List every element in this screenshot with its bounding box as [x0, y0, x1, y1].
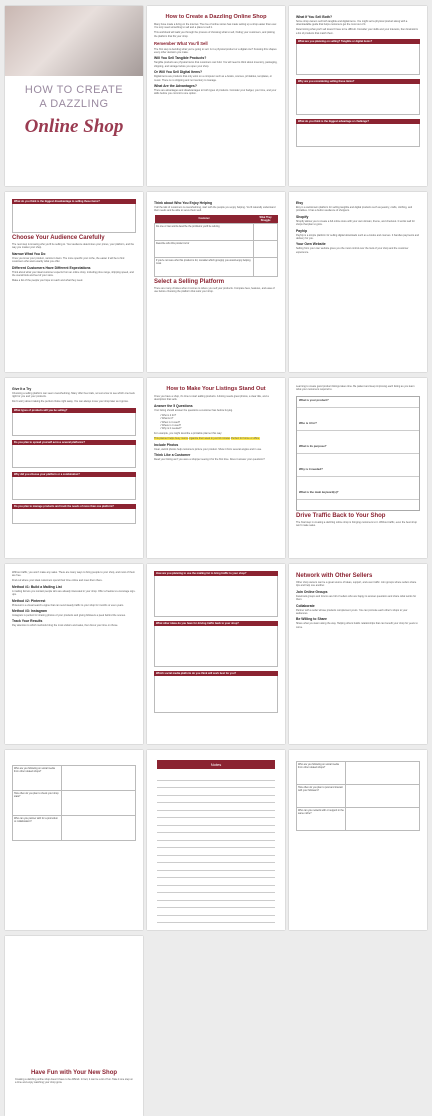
- page-grid: [5, 6, 427, 1116]
- page-10[interactable]: [5, 564, 143, 744]
- highlight: Perfect for home or office.: [231, 437, 260, 441]
- table-cell: Describe who this product is for: [155, 240, 254, 257]
- answer-box[interactable]: [12, 413, 136, 436]
- bullet-item: Who is it for?: [161, 413, 177, 417]
- answer-box[interactable]: [154, 626, 278, 667]
- table-cell: If you're not sure who this product is for, consider which group(s) you would enjoy helping most: [155, 257, 254, 276]
- paragraph: Shopify allows you to create a full online store with your own domain, theme, and checkout. It works well for shops that plan to grow.: [296, 219, 415, 227]
- bullet-item: Where is it used?: [161, 423, 181, 427]
- table-cell: Do one or two words describe the problems you'll be solving: [155, 223, 254, 240]
- answer-box[interactable]: [154, 576, 278, 617]
- paragraph: This workbook will walk you through the process of choosing what to sell, finding your customers, and picking the platform that fits your shop.: [154, 31, 275, 38]
- highlighted-example: [154, 437, 278, 440]
- section-heading: Network with Other Sellers: [296, 573, 373, 579]
- paragraph: Share what you learn along the way. Helping others builds relationships that can benefit your shop for years to come.: [296, 622, 418, 629]
- table-cell[interactable]: [346, 785, 420, 808]
- paragraph: Make a list of the people you hope to reach and what they need.: [12, 278, 84, 282]
- table-cell: Who can you partner with for a promotion or collaboration?: [13, 816, 62, 841]
- page-5[interactable]: [147, 192, 285, 372]
- answer-box[interactable]: [296, 44, 420, 75]
- subheading: Join Online Groups: [296, 589, 328, 594]
- paragraph: Other shop owners can be a great source of ideas, support, and even traffic. Join groups where sellers share tips and help one another.: [296, 581, 417, 588]
- paragraph: Learning to create good product listings takes time. Be patient and keep improving each listing as you learn what your customers respond to.: [296, 385, 415, 392]
- table-cell: How often do you plan to post and interact with your followers?: [297, 785, 346, 808]
- table-cell[interactable]: [254, 223, 278, 240]
- paragraph: The next step is knowing who you'll be selling to. Your audience determines your prices, your platform, and the way you market your shop.: [12, 243, 135, 250]
- worksheet-question: What is the main keyword(s)?: [297, 489, 419, 500]
- section-heading: Drive Traffic Back to Your Shop: [296, 512, 386, 519]
- page-8[interactable]: [147, 378, 285, 558]
- paragraph: Payhip is a simple platform for selling digital downloads such as e-books and courses. It handles payments and delivery for you.: [296, 233, 419, 241]
- notes-page[interactable]: [147, 750, 285, 930]
- paragraph: There are advantages and disadvantages to both types of products. Consider your budget, your time, and your skills before you commit to one option.: [154, 89, 277, 96]
- subheading: Method #2: Pinterest: [12, 598, 46, 603]
- bullet-item: When is it used?: [161, 420, 181, 424]
- table-cell[interactable]: [346, 762, 420, 785]
- page-11[interactable]: [147, 564, 285, 744]
- subheading: Think Like a Customer: [154, 452, 191, 457]
- paragraph: Tangible products are physical items that customers can hold. You will need to think about inventory, packaging, shipping, and storage before you open your shop.: [154, 61, 278, 68]
- question-bar: What do you think is the biggest advantage or challenge?: [296, 119, 420, 124]
- table-cell: Who are you following on social media from other related shops?: [13, 766, 62, 791]
- worksheet-question: What is its purpose?: [297, 443, 419, 454]
- page-4[interactable]: [5, 192, 143, 372]
- subheading: Payhip: [296, 228, 308, 233]
- cover-title-script: Online Shop: [24, 116, 124, 137]
- paragraph: Don't worry about making the perfect choice right away. You can always move your shop later as it grows.: [12, 400, 129, 404]
- worksheet-table: [12, 765, 136, 841]
- paragraph: Etsy is a well-known platform for selling tangible and digital products such as jewelry, crafts, clothing, and printables. It has a built-in audience of shoppers.: [296, 206, 413, 213]
- paragraph: Choosing a selling platform can seem overwhelming. Many offer free trials, so test a few to see which one feels right for you and your products.: [12, 392, 135, 399]
- paragraph: Read your listing as if you were a shopper seeing it for the first time. Does it answer your questions?: [154, 457, 265, 461]
- paragraph: The final step in creating a dazzling online shop is bringing customers to it. Without traffic, even the best shop won't make sales.: [296, 520, 417, 528]
- subheading: Answer the 5 Questions: [154, 403, 193, 408]
- closing-section: [15, 1068, 133, 1086]
- subheading: What Are the Advantages?: [154, 84, 197, 89]
- page-13[interactable]: [5, 750, 143, 930]
- paragraph: There are many choices when it comes to where you sell your products. Compare fees, features, and ease of use before choosing the platform that suits your shop.: [154, 286, 275, 294]
- question-bar: What types of products will you be selling?: [12, 408, 136, 413]
- table-cell[interactable]: [254, 240, 278, 257]
- table-header: What They Struggle: [254, 215, 278, 224]
- worksheet-question: Who is it for?: [297, 420, 419, 431]
- page-16[interactable]: [5, 936, 143, 1116]
- subheading: Collaborate: [296, 603, 315, 608]
- answer-box[interactable]: [12, 445, 136, 468]
- paragraph: Some shop owners sell both tangible and digital items. You might sell a physical product along with a downloadable guide that helps customers get the most out of it.: [296, 20, 408, 27]
- bullet-item: What is it?: [161, 417, 174, 421]
- table-cell: How often do you plan to check your shop stats?: [13, 791, 62, 816]
- worksheet-table: [154, 215, 278, 277]
- page-title: How to Create a Dazzling Online Shop: [165, 14, 267, 20]
- paragraph: Facebook groups and forums are full of sellers who are happy to answer questions and share what works for them.: [296, 594, 417, 602]
- answer-box[interactable]: [12, 509, 136, 524]
- paragraph: Selling from your own website gives you the most control over the look of your shop and the customer experience.: [296, 247, 409, 254]
- section-heading: Select a Selling Platform: [154, 278, 225, 285]
- paragraph: Once you know your product, narrow it down. The more specific your niche, the easier it will be to find customers who want exactly what you offer.: [12, 256, 125, 264]
- highlight: organize their week in just 10 minutes: [188, 437, 231, 441]
- question-bar: How are you planning to use the mailing list to bring traffic to your shop?: [154, 571, 278, 576]
- page-15[interactable]: [289, 750, 427, 930]
- paragraph: Partner with a seller whose products complement yours. You can promote each other's shops to your audiences.: [296, 608, 408, 616]
- page-6[interactable]: [289, 192, 427, 372]
- notes-title: Notes: [157, 760, 275, 769]
- answer-box[interactable]: [296, 84, 420, 115]
- answer-box[interactable]: [154, 676, 278, 713]
- notes-lines[interactable]: [157, 773, 275, 930]
- bullet-list: • Who is it for? • What is it? • When is it used? • Where is it used? • Why is it needed?: [160, 413, 182, 431]
- answer-box[interactable]: [297, 477, 419, 489]
- cover-title-line1: HOW TO CREATE: [24, 84, 124, 96]
- page-12[interactable]: [289, 564, 427, 744]
- paragraph: Pinterest is a visual search engine that can send steady traffic to your shop for months or even years.: [12, 603, 124, 607]
- subheading: Think about Who You Enjoy Helping: [154, 201, 213, 205]
- page-9[interactable]: [289, 378, 427, 558]
- subheading: Or Will You Sell Digital Items?: [154, 70, 203, 75]
- table-cell[interactable]: [62, 791, 136, 816]
- highlight: This planner helps busy moms: [154, 437, 188, 441]
- answer-box[interactable]: [12, 477, 136, 500]
- table-cell: Who can you network with or support in the same niche?: [297, 808, 346, 831]
- cover-title-line2: A DAZZLING: [39, 98, 109, 110]
- table-cell: Who are you following on social media from other related shops?: [297, 762, 346, 785]
- paragraph: Think about what your ideal customer expects from an online shop, including price range, shipping speed, and the overall look and feel of your store.: [12, 270, 134, 278]
- subheading: Will You Sell Tangible Products?: [154, 56, 207, 61]
- answer-box[interactable]: [297, 500, 419, 510]
- subheading: Method #3: Instagram: [12, 608, 48, 613]
- answer-box[interactable]: [12, 204, 136, 233]
- table-cell[interactable]: [62, 766, 136, 791]
- bullet-item: Why is it needed?: [161, 427, 182, 431]
- table-cell[interactable]: [254, 257, 278, 276]
- page-title: How to Make Your Listings Stand Out: [166, 386, 266, 392]
- listing-worksheet: [296, 396, 420, 511]
- paragraph: Determining what you'll sell doesn't have to be difficult. Consider your skills and your interests, then brainstorm a list of products that match them.: [296, 28, 419, 35]
- answer-box[interactable]: [297, 454, 419, 466]
- cover-photo: [5, 6, 143, 76]
- question-bar: What do you think is the biggest disadvantage to selling these items?: [12, 199, 136, 204]
- paragraph: Find out where your ideal customers spend their time online and meet them there.: [12, 579, 103, 583]
- worksheet-table: [296, 761, 420, 831]
- paragraph: Clear, well-lit photos help customers picture your product. Show it from several angles and in use.: [154, 447, 262, 451]
- worksheet-question: What is your product?: [297, 397, 419, 408]
- question-bar: Do you plan to spread yourself across several platforms?: [12, 440, 136, 445]
- paragraph: For example, you might describe a printable planner this way:: [154, 432, 223, 436]
- paragraph: Digital items are products that only exist on a computer such as e-books, courses, printables, templates, or music. There is no shipping and no inventory to manage.: [154, 75, 272, 82]
- question-bar: Do you plan to manage products and track the needs of more than one platform?: [12, 504, 136, 509]
- paragraph: Without traffic, you won't make any sales. There are many ways to bring people to your shop, and most of them are free.: [12, 571, 135, 578]
- paragraph: Your listing should answer the questions a customer has before buying.: [154, 408, 233, 412]
- table-header: Customer: [155, 215, 254, 224]
- section-heading: Remember What You'll Sell: [154, 41, 208, 47]
- answer-box[interactable]: [297, 408, 419, 420]
- question-bar: Which social media platform do you think will work best for you?: [154, 671, 278, 676]
- question-bar: What other ideas do you have for driving traffic back to your shop?: [154, 621, 278, 626]
- paragraph: The first step is deciding what you're going to sell. Is it a physical product or a digital one? Knowing this shapes every other decision you make.: [154, 47, 277, 55]
- subheading: Method #1: Build a Mailing List: [12, 584, 62, 589]
- table-cell[interactable]: [62, 816, 136, 841]
- worksheet-question: Why is it needed?: [297, 466, 419, 477]
- subheading: Shopify: [296, 214, 309, 219]
- section-heading: Have Fun with Your New Shop: [30, 1069, 118, 1076]
- cover-page[interactable]: [5, 6, 143, 186]
- paragraph: If all the talk of customers is overwhelming, start with the people you enjoy helping. You'll naturally understand their needs and be able to serve them well.: [154, 206, 276, 213]
- paragraph: Once you have a shop, it's time to start adding products. A listing needs great photos, a clear title, and a description that sells.: [154, 395, 269, 402]
- question-bar: What are you planning on selling? Tangible or digital items?: [296, 39, 420, 44]
- paragraph: Many have made a living on the internet. The rise of online stores has made setting up a shop easier than ever. You only need something to sell and a place to sell it.: [154, 23, 277, 30]
- answer-box[interactable]: [297, 431, 419, 443]
- page-2[interactable]: [147, 6, 285, 186]
- subheading: Different Customers Have Different Expectations: [12, 265, 91, 270]
- subheading: Be Willing to Share: [296, 617, 327, 622]
- subheading: What If You Sell Both?: [296, 15, 333, 19]
- table-cell[interactable]: [346, 808, 420, 831]
- section-heading: Choose Your Audience Carefully: [12, 235, 105, 241]
- paragraph: Creating a dazzling online shop doesn't have to be difficult. In fact, it can be a lot of fun. Take it one step at a time and enjoy watching your shop grow.: [15, 1077, 133, 1085]
- paragraph: A mailing list lets you contact people who are already interested in your shop. Offer a freebie to encourage sign-ups.: [12, 589, 136, 597]
- subheading: Include Photos: [154, 442, 179, 447]
- page-3[interactable]: [289, 6, 427, 186]
- subheading: Your Own Website: [296, 242, 326, 247]
- subheading: Etsy: [296, 201, 304, 205]
- subheading: Give It a Try: [12, 387, 32, 391]
- paragraph: Instagram is perfect for sharing photos of your products and giving followers a peek behind the scenes.: [12, 613, 126, 617]
- answer-box[interactable]: [296, 124, 420, 147]
- question-bar: Why did you choose your platform or a combination?: [12, 472, 136, 477]
- subheading: Track Your Results: [12, 619, 43, 624]
- question-bar: Why are you considering selling these items?: [296, 79, 420, 84]
- page-7[interactable]: [5, 378, 143, 558]
- subheading: Narrow What You Do: [12, 251, 46, 256]
- paragraph: Pay attention to which methods bring the most visitors and sales, then focus your time on those.: [12, 624, 119, 628]
